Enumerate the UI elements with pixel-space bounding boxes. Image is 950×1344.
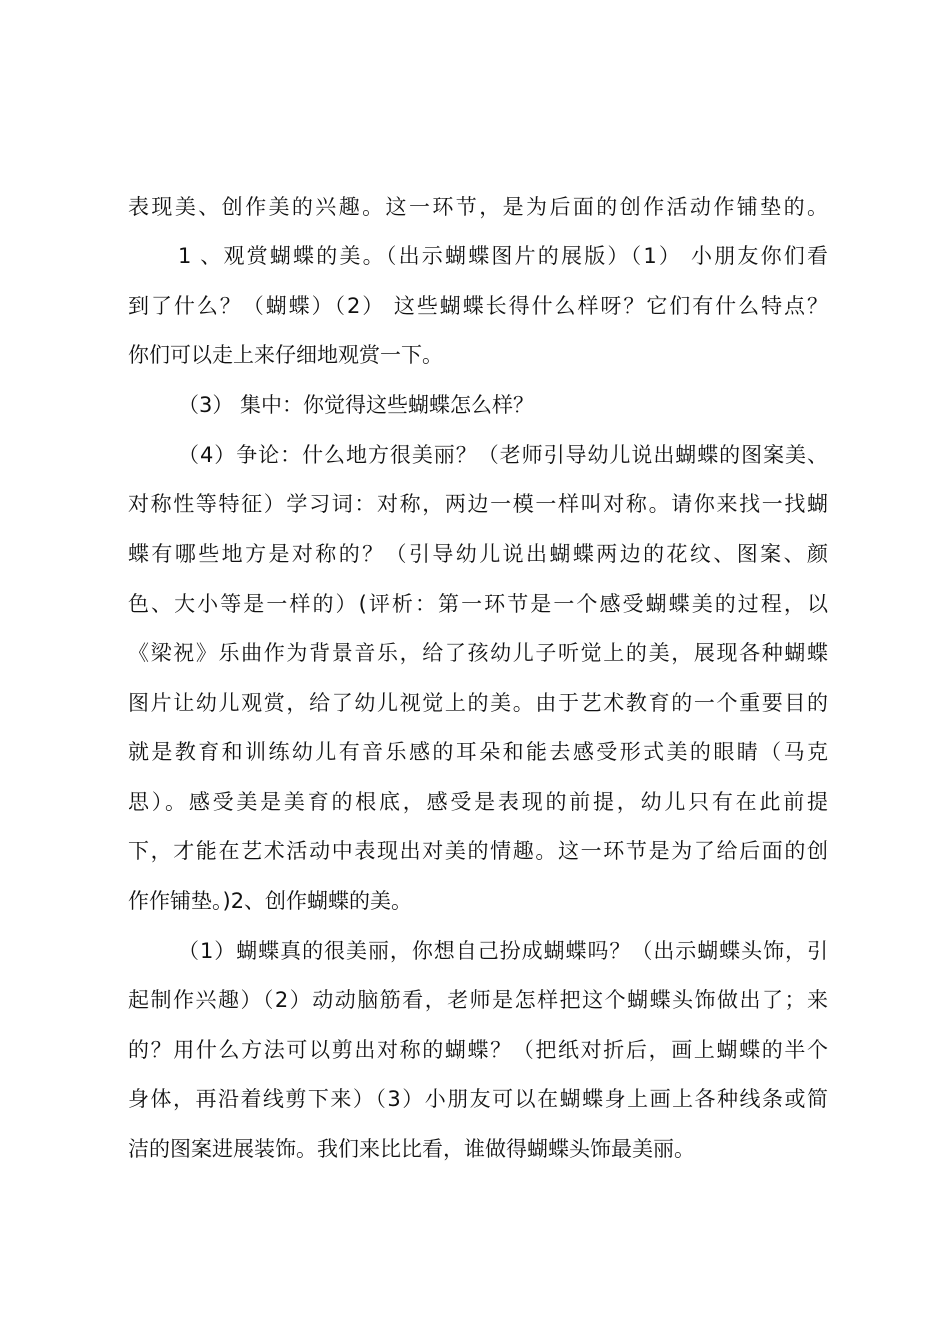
text-line: （3） 集中：你觉得这些蝴蝶怎么样？	[178, 393, 535, 417]
text-line: 洁的图案进展装饰。我们来比比看，谁做得蝴蝶头饰最美丽。	[128, 1137, 695, 1161]
text-line: 起制作兴趣）（2）动动脑筋看，老师是怎样把这个蝴蝶头饰做出了；来	[128, 988, 828, 1012]
text-line: 的？用什么方法可以剪出对称的蝴蝶？（把纸对折后，画上蝴蝶的半个	[128, 1038, 828, 1062]
text-line: 对称性等特征）学习词：对称，两边一模一样叫对称。请你来找一找蝴	[128, 492, 828, 516]
text-line: 就是教育和训练幼儿有音乐感的耳朵和能去感受形式美的眼睛（马克	[128, 740, 828, 764]
text-line: 色、大小等是一样的）(评析：第一环节是一个感受蝴蝶美的过程，以	[128, 592, 828, 616]
text-line: 《梁祝》乐曲作为背景音乐，给了孩幼儿子听觉上的美，展现各种蝴蝶	[128, 641, 828, 665]
text-line: 表现美、创作美的兴趣。这一环节，是为后面的创作活动作铺垫的。	[128, 195, 828, 219]
text-line: 蝶有哪些地方是对称的？（引导幼儿说出蝴蝶两边的花纹、图案、颜	[128, 542, 828, 566]
text-line: （4）争论：什么地方很美丽？（老师引导幼儿说出蝴蝶的图案美、	[178, 443, 828, 467]
text-line: 下，才能在艺术活动中表现出对美的情趣。这一环节是为了给后面的创	[128, 839, 828, 863]
text-line: 1 、观赏蝴蝶的美。（出示蝴蝶图片的展版）（1） 小朋友你们看	[178, 244, 828, 268]
text-line: （1）蝴蝶真的很美丽，你想自己扮成蝴蝶吗？（出示蝴蝶头饰，引	[178, 939, 828, 963]
text-line: 你们可以走上来仔细地观赏一下。	[128, 343, 443, 367]
text-line: 身体，再沿着线剪下来）（3）小朋友可以在蝴蝶身上画上各种线条或简	[128, 1087, 828, 1111]
text-line: 思）。感受美是美育的根底，感受是表现的前提，幼儿只有在此前提	[128, 790, 828, 814]
text-line: 作作铺垫。)2、创作蝴蝶的美。	[128, 889, 413, 913]
text-line: 图片让幼儿观赏，给了幼儿视觉上的美。由于艺术教育的一个重要目的	[128, 691, 828, 715]
text-line: 到了什么？（蝴蝶）（2） 这些蝴蝶长得什么样呀？它们有什么特点？	[128, 294, 828, 318]
